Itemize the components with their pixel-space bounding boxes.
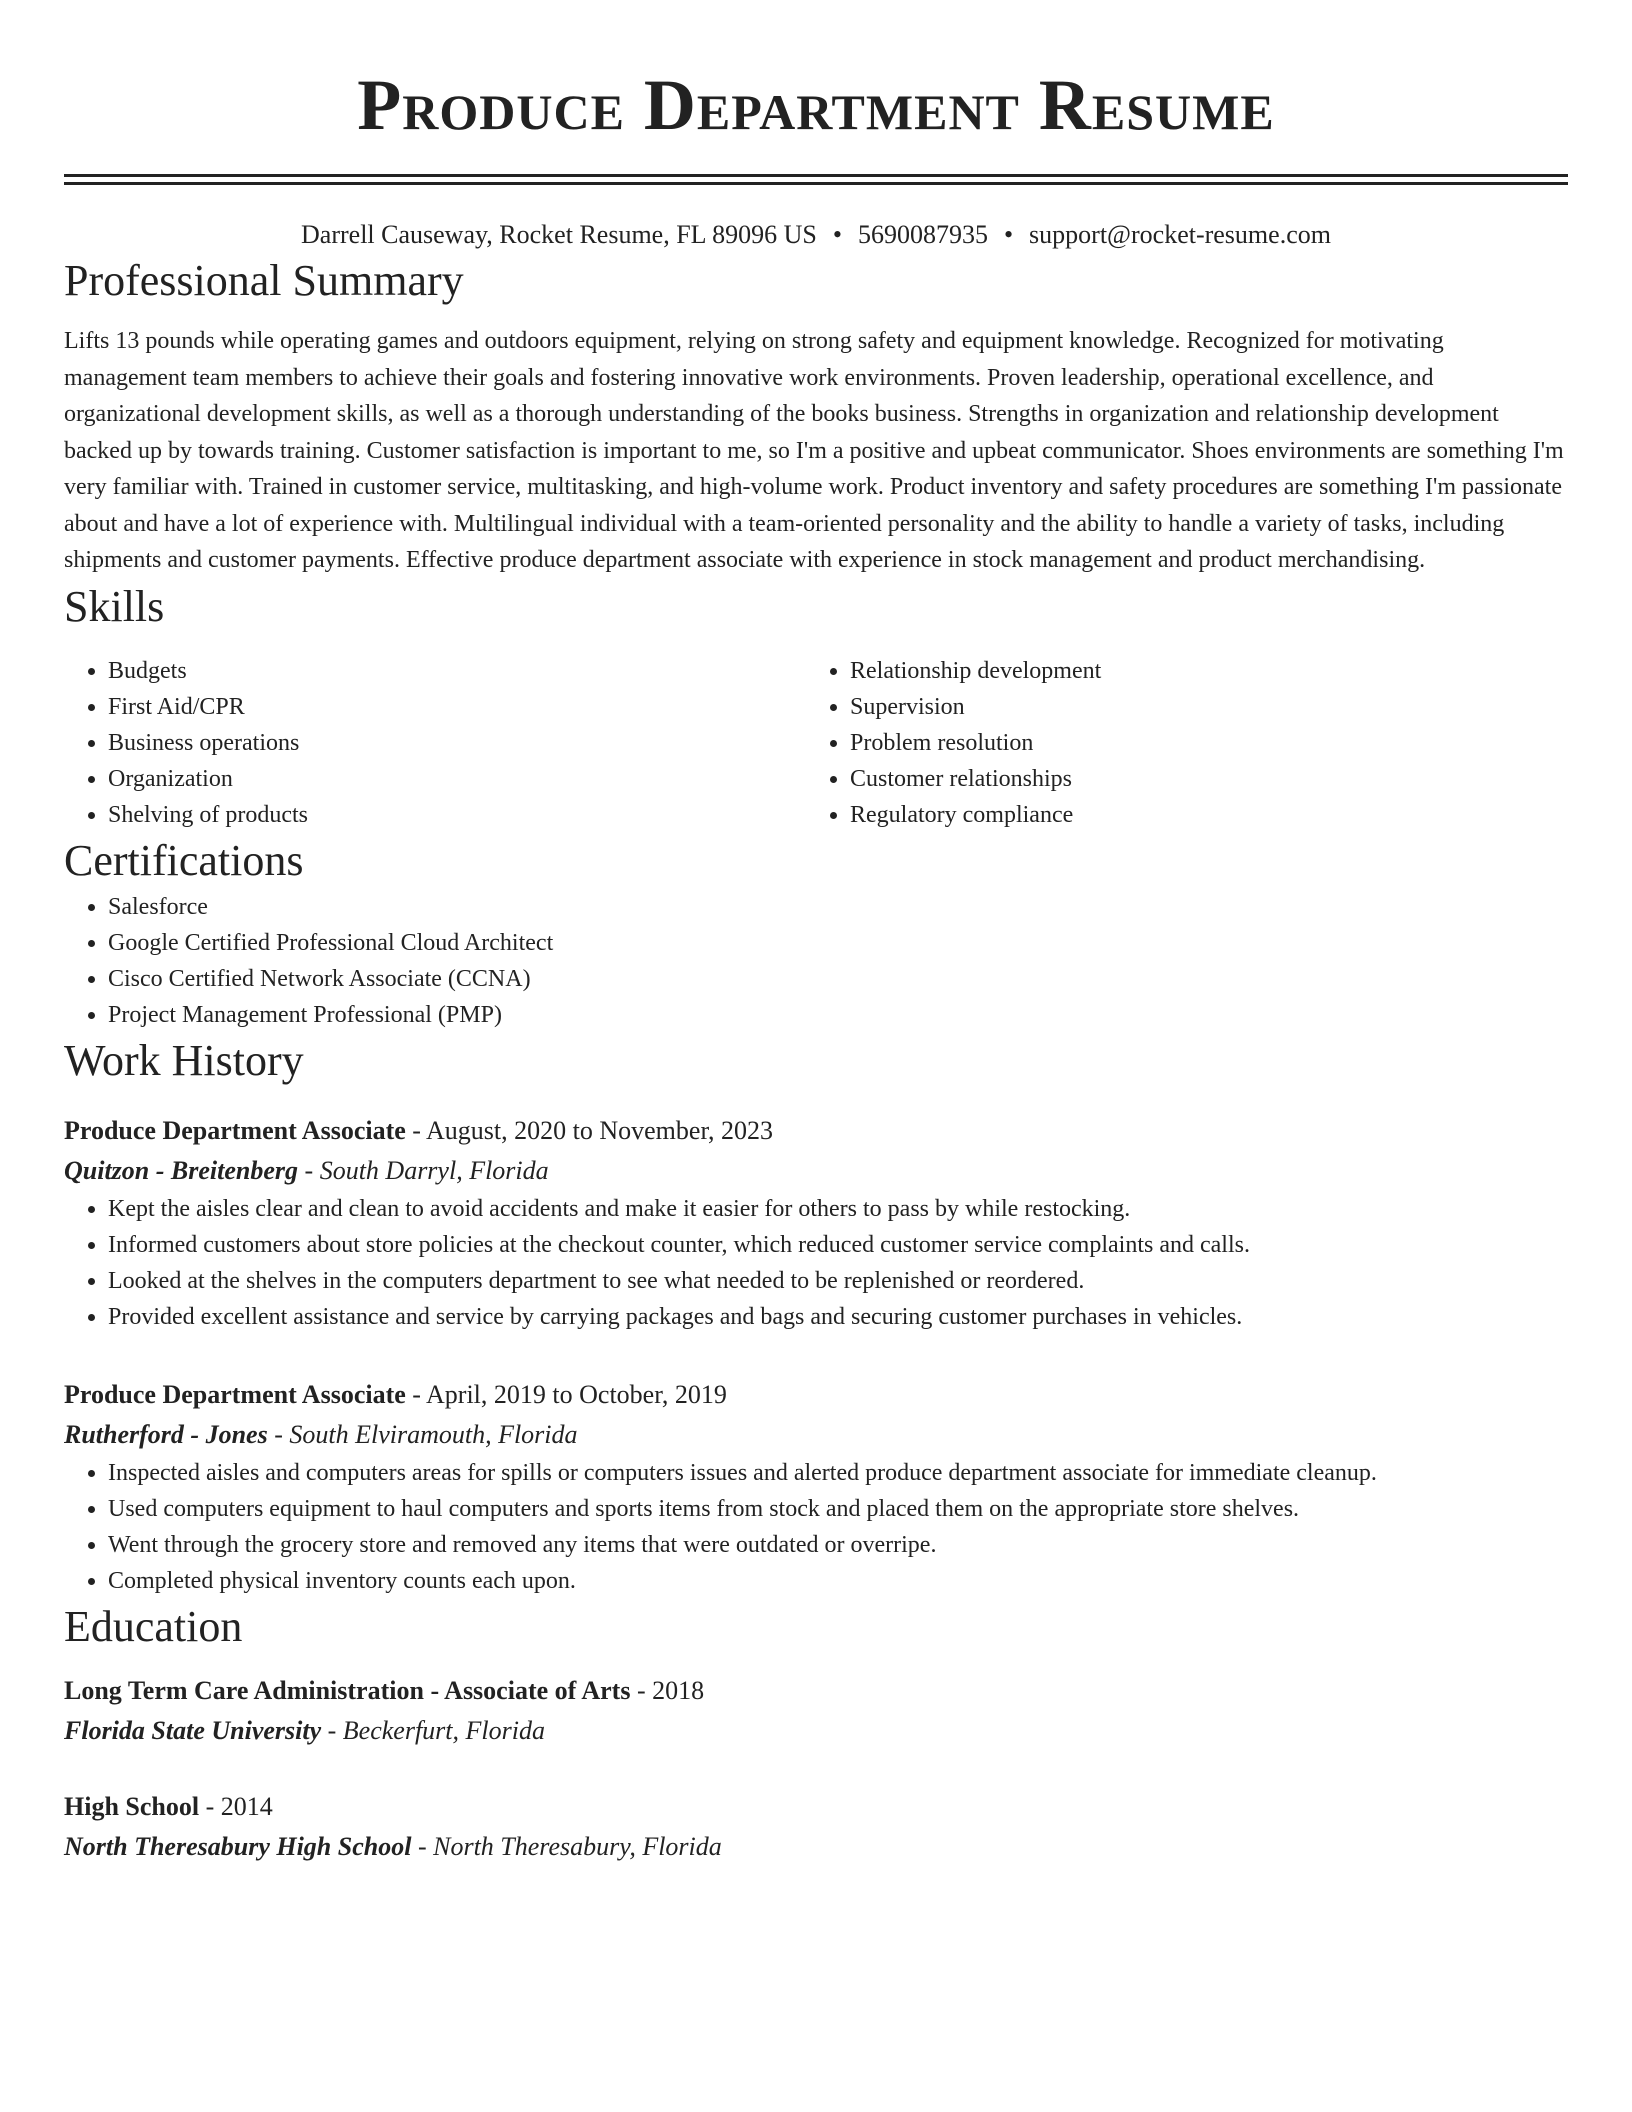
- employer-line: [64, 1151, 1568, 1191]
- job-dates: - April, 2019 to October, 2019: [405, 1379, 727, 1409]
- resume-title: Produce Department Resume: [357, 65, 1275, 145]
- school-line: [64, 1711, 1568, 1751]
- certification-item: • Salesforce: [108, 889, 1568, 925]
- employer-location: - South Elviramouth, Florida: [267, 1419, 578, 1449]
- skill-item: • Shelving of products: [108, 797, 806, 833]
- contact-email: support@rocket-resume.com: [1029, 220, 1331, 249]
- certification-item: • Cisco Certified Network Associate (CCNA): [108, 961, 1568, 997]
- skills-column-right: [806, 653, 1548, 833]
- school-name: Florida State University: [64, 1715, 322, 1745]
- skills-grid: [64, 653, 1568, 833]
- job-duty: • Looked at the shelves in the computers department to see what needed to be replenished or reordered.: [108, 1263, 1568, 1299]
- job-duties-list: [64, 1191, 1568, 1335]
- job-duty: • Kept the aisles clear and clean to avoid accidents and make it easier for others to pass by while restocking.: [108, 1191, 1568, 1227]
- skill-item: • Supervision: [850, 689, 1548, 725]
- summary-text: Lifts 13 pounds while operating games and outdoors equipment, relying on strong safety and equipment knowledge. Recognized for motivating management team members to achieve their goals and fostering innovative work environments. Proven leadership, operational excellence, and organizational development skills, as well as a thorough understanding of the books business. Strengths in organization and relationship development backed up by towards training. Customer satisfaction is important to me, so I'm a positive and upbeat communicator. Shoes environments are something I'm very familiar with. Trained in customer service, multitasking, and high-volume work. Product inventory and safety procedures are something I'm passionate about and have a lot of experience with. Multilingual individual with a team-oriented personality and the ability to handle a variety of tasks, including shipments and customer payments. Effective produce department associate with experience in stock management and product merchandising.: [64, 328, 1564, 573]
- contact-line: [64, 217, 1568, 253]
- school-name: North Theresabury High School: [64, 1831, 412, 1861]
- skill-item: • Regulatory compliance: [850, 797, 1548, 833]
- certification-item: • Project Management Professional (PMP): [108, 997, 1568, 1033]
- skill-item: • Budgets: [108, 653, 806, 689]
- skill-item: • First Aid/CPR: [108, 689, 806, 725]
- education-entry: [64, 1787, 1568, 1867]
- contact-separator: •: [832, 220, 842, 249]
- job-dates: - August, 2020 to November, 2023: [405, 1115, 774, 1145]
- skills-column-left: [64, 653, 806, 833]
- job-duty: • Inspected aisles and computers areas for spills or computers issues and alerted produce department associate for immediate cleanup.: [108, 1455, 1568, 1491]
- skills-list-left: [64, 653, 806, 833]
- school-location: - Beckerfurt, Florida: [321, 1715, 545, 1745]
- certifications-heading: Certifications: [64, 835, 304, 885]
- summary-heading: Professional Summary: [64, 256, 464, 305]
- school-location: - North Theresabury, Florida: [411, 1831, 722, 1861]
- contact-phone: 5690087935: [857, 220, 988, 249]
- job-duty: • Used computers equipment to haul computers and sports items from stock and placed them on the appropriate store shelves.: [108, 1491, 1568, 1527]
- title-double-rule: [64, 174, 1568, 185]
- job-duties-list: [64, 1455, 1568, 1599]
- skill-item: • Relationship development: [850, 653, 1548, 689]
- employer-location: - South Darryl, Florida: [298, 1155, 549, 1185]
- degree-year: - 2014: [199, 1791, 273, 1821]
- skill-item: • Business operations: [108, 725, 806, 761]
- job-duty: • Informed customers about store policies at the checkout counter, which reduced customer service complaints and calls.: [108, 1227, 1568, 1263]
- job-duty: • Completed physical inventory counts each upon.: [108, 1563, 1568, 1599]
- job-title: Produce Department Associate: [64, 1379, 406, 1409]
- skills-list-right: [806, 653, 1548, 833]
- job-entry: [64, 1375, 1568, 1599]
- job-title: Produce Department Associate: [64, 1115, 406, 1145]
- skill-item: • Organization: [108, 761, 806, 797]
- employer-name: Quitzon - Breitenberg: [64, 1155, 299, 1185]
- job-duty: • Went through the grocery store and removed any items that were outdated or overripe.: [108, 1527, 1568, 1563]
- degree-year: - 2018: [630, 1675, 705, 1705]
- job-title-line: [64, 1375, 1568, 1415]
- certification-item: • Google Certified Professional Cloud Architect: [108, 925, 1568, 961]
- degree-line: [64, 1671, 1568, 1711]
- job-entry: [64, 1111, 1568, 1335]
- skill-item: • Problem resolution: [850, 725, 1548, 761]
- degree-name: Long Term Care Administration - Associate of Arts: [64, 1675, 631, 1705]
- work-history-heading: Work History: [64, 1035, 304, 1085]
- employer-line: [64, 1415, 1568, 1455]
- education-heading: Education: [64, 1601, 243, 1651]
- degree-line: [64, 1787, 1568, 1827]
- contact-separator: •: [1003, 220, 1014, 249]
- skill-item: • Customer relationships: [850, 761, 1548, 797]
- school-line: [64, 1827, 1568, 1867]
- degree-name: High School: [64, 1791, 200, 1821]
- job-title-line: [64, 1111, 1568, 1151]
- education-entry: [64, 1671, 1568, 1751]
- skills-heading: Skills: [64, 581, 165, 631]
- contact-address: Darrell Causeway, Rocket Resume, FL 89096 US: [301, 220, 817, 249]
- employer-name: Rutherford - Jones: [64, 1419, 268, 1449]
- certifications-list: [64, 889, 1568, 1033]
- job-duty: • Provided excellent assistance and service by carrying packages and bags and securing customer purchases in vehicles.: [108, 1299, 1568, 1335]
